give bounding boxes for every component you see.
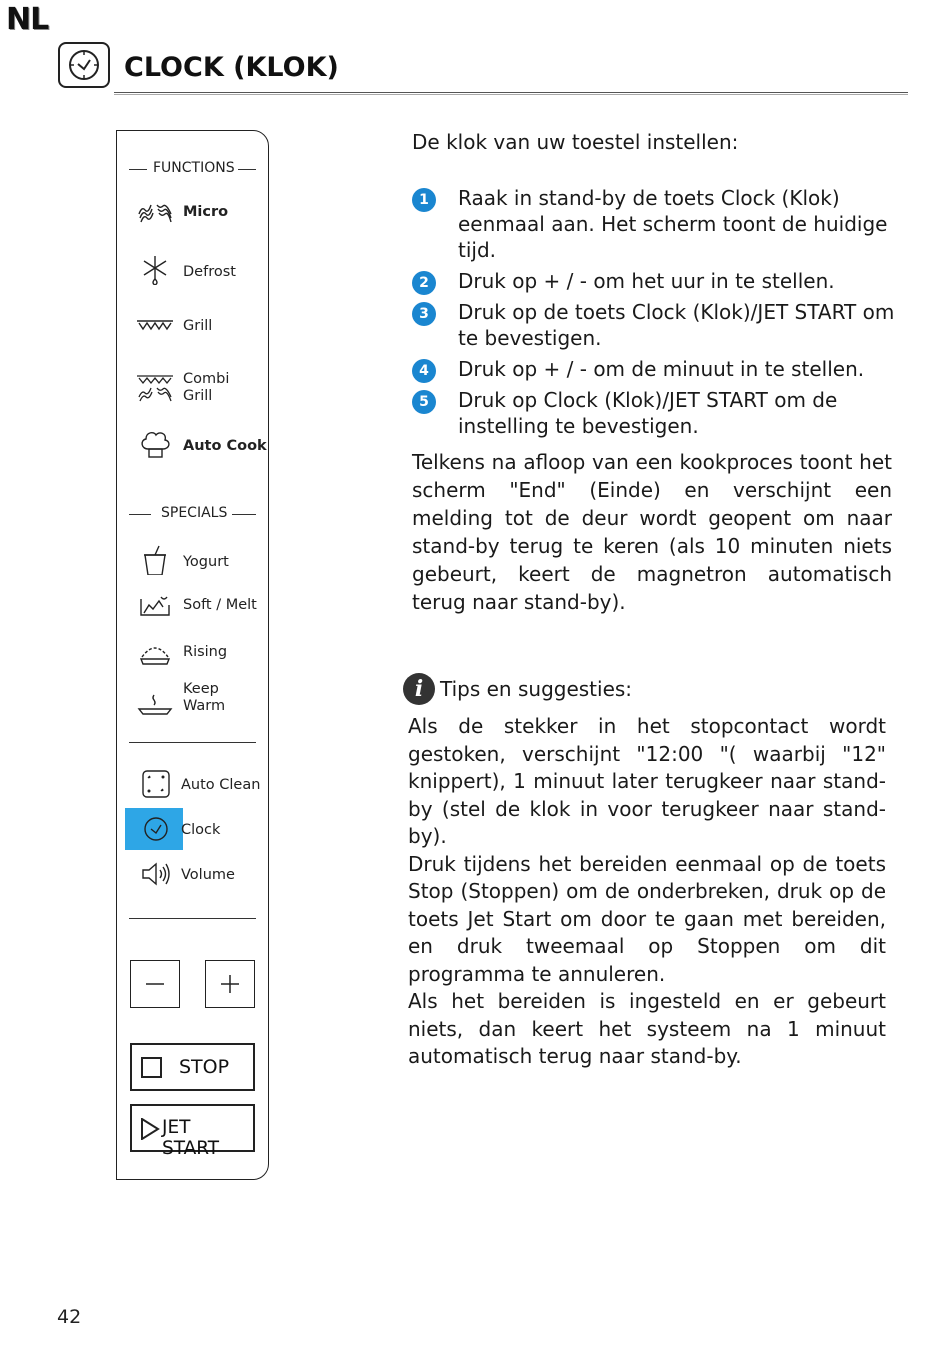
function-defrost-button[interactable] xyxy=(117,249,267,293)
minus-icon xyxy=(131,961,179,1007)
keep-warm-icon xyxy=(137,687,173,717)
play-icon xyxy=(140,1118,160,1140)
end-message-paragraph: Telkens na afloop van een kookproces toont het scherm "End" (Einde) en verschijnt een melding tot de deur wordt geopent om naar stand-by terug te keren (als 10 minuten niets gebeurt, keert de magnetron automatisch terug naar stand-by). xyxy=(412,450,892,614)
special-soft-melt-button[interactable] xyxy=(117,583,267,627)
stop-square-icon xyxy=(141,1057,163,1079)
divider xyxy=(238,169,256,170)
clock-icon xyxy=(58,42,110,88)
special-label: Keep Warm xyxy=(183,681,226,714)
step-number: 1 xyxy=(412,188,436,212)
auto-clean-button[interactable] xyxy=(117,763,267,807)
snowflake-icon xyxy=(137,255,173,285)
soft-melt-icon xyxy=(137,589,173,619)
stop-label: STOP xyxy=(179,1056,230,1078)
language-tag: NL xyxy=(6,2,49,37)
utility-label: Clock xyxy=(181,822,221,838)
function-label: Grill xyxy=(183,318,213,334)
step-text: Druk op + / - om het uur in te stellen. xyxy=(458,269,835,293)
divider xyxy=(232,514,256,515)
page-title: CLOCK (KLOK) xyxy=(124,52,339,83)
divider xyxy=(129,514,151,515)
step-text: Raak in stand-by de toets Clock (Klok) eenmaal aan. Het scherm toont de huidige tijd. xyxy=(458,186,888,262)
divider xyxy=(129,918,256,919)
plus-icon xyxy=(206,961,254,1007)
rising-dough-icon xyxy=(137,637,173,667)
tip-paragraph: Druk tijdens het bereiden eenmaal op de toets Stop (Stoppen) om de onderbreken, druk op de toets Jet Start om door te gaan met bereiden, en druk tweemaal op Stoppen om dit programma te annuleren. xyxy=(408,851,886,986)
step-item xyxy=(412,387,902,439)
special-keep-warm-button[interactable] xyxy=(117,681,267,725)
functions-heading: FUNCTIONS xyxy=(153,160,235,176)
clock-button[interactable] xyxy=(117,808,267,852)
step-text: Druk op de toets Clock (Klok)/JET START om te bevestigen. xyxy=(458,300,895,350)
special-label: Yogurt xyxy=(183,554,229,570)
function-label: Auto Cook xyxy=(183,438,267,454)
step-text: Druk op Clock (Klok)/JET START om de instelling te bevestigen. xyxy=(458,388,838,438)
specials-heading: SPECIALS xyxy=(161,505,228,521)
tip-paragraph: Als de stekker in het stopcontact wordt gestoken, verschijnt "12:00 "( waarbij "12" knippert), 1 minuut later terugkeer naar stand-by (stel de klok in voor terugkeer naar stand-by). xyxy=(408,714,886,848)
special-rising-button[interactable] xyxy=(117,631,267,675)
step-item xyxy=(412,299,902,351)
jet-start-label: JET START xyxy=(162,1117,220,1159)
special-label: Rising xyxy=(183,644,228,660)
step-number: 2 xyxy=(412,271,436,295)
step-number: 4 xyxy=(412,359,436,383)
combi-grill-icon xyxy=(137,373,173,403)
page-number: 42 xyxy=(57,1306,82,1328)
function-label: Micro xyxy=(183,204,229,220)
special-yogurt-button[interactable] xyxy=(117,539,267,583)
control-panel xyxy=(116,130,269,1180)
jet-start-button[interactable] xyxy=(130,1104,255,1159)
special-label: Soft / Melt xyxy=(183,597,257,613)
plus-button[interactable] xyxy=(205,960,255,1008)
function-label: Combi Grill xyxy=(183,371,230,404)
info-icon: i xyxy=(403,673,435,705)
step-number: 3 xyxy=(412,302,436,326)
clock-icon xyxy=(137,814,173,844)
divider xyxy=(129,169,147,170)
function-auto-cook-button[interactable] xyxy=(117,423,267,467)
tip-paragraph: Als het bereiden is ingesteld en er gebeurt niets, dan keert het systeem na 1 minuut automatisch terug naar stand-by. xyxy=(408,989,886,1068)
step-item xyxy=(412,356,902,382)
tips-heading: Tips en suggesties: xyxy=(440,677,633,701)
micro-waves-icon xyxy=(137,196,173,226)
stop-button[interactable] xyxy=(130,1043,255,1091)
step-item xyxy=(412,185,902,263)
utility-label: Auto Clean xyxy=(181,777,261,793)
step-item xyxy=(412,268,902,294)
grill-icon xyxy=(137,309,173,339)
chef-hat-icon xyxy=(137,429,173,459)
function-grill-button[interactable] xyxy=(117,303,267,347)
function-micro-button[interactable] xyxy=(117,190,267,234)
volume-button[interactable] xyxy=(117,853,267,897)
speaker-icon xyxy=(137,859,173,889)
steps-list xyxy=(412,185,902,444)
tips-body xyxy=(408,713,886,1071)
utility-label: Volume xyxy=(181,867,235,883)
function-label: Defrost xyxy=(183,264,236,280)
yogurt-cup-icon xyxy=(137,545,173,575)
minus-button[interactable] xyxy=(130,960,180,1008)
title-divider xyxy=(114,92,908,95)
auto-clean-icon xyxy=(137,769,173,799)
function-combi-grill-button[interactable] xyxy=(117,367,267,411)
intro-text: De klok van uw toestel instellen: xyxy=(412,130,739,154)
divider xyxy=(129,742,256,743)
step-number: 5 xyxy=(412,390,436,414)
step-text: Druk op + / - om de minuut in te stellen. xyxy=(458,357,865,381)
